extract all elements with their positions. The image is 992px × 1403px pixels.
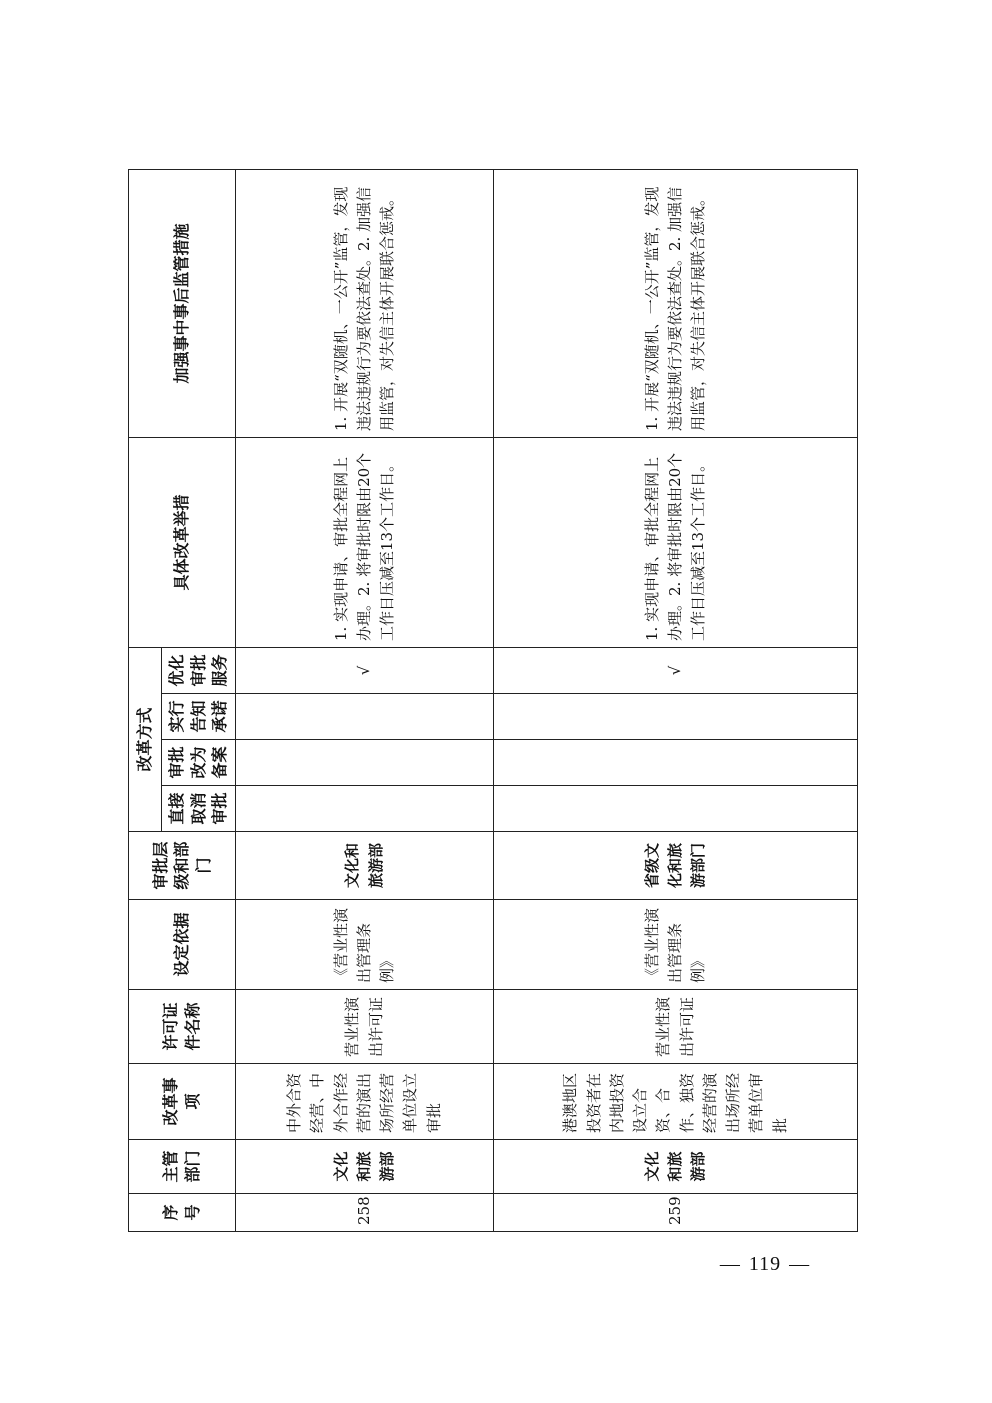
header-dept: 主管部门: [129, 1140, 236, 1194]
cell-method-commitment: [235, 694, 494, 740]
cell-basis: 《营业性演出管理条例》: [235, 900, 494, 990]
header-method-optimize: 优化审批服务: [162, 647, 236, 693]
rotated-table-container: [128, 170, 858, 1232]
header-method-commitment: 实行告知承诺: [162, 694, 236, 740]
cell-item: 港澳地区投资者在内地投资设立合资、合作、独资经营的演出场所经营单位审批: [494, 1064, 858, 1140]
page-number: 119: [748, 1253, 782, 1275]
cell-seq: 258: [235, 1194, 494, 1232]
cell-license: 营业性演出许可证: [494, 990, 858, 1064]
cell-method-cancel: [235, 786, 494, 832]
reform-table: [128, 169, 858, 1232]
header-method-cancel: 直接取消审批: [162, 786, 236, 832]
cell-method-optimize: √: [494, 647, 858, 693]
header-row: [129, 169, 162, 1231]
cell-method-cancel: [494, 786, 858, 832]
header-basis: 设定依据: [129, 900, 236, 990]
header-method-filing: 审批改为备案: [162, 740, 236, 786]
cell-supervision: 1. 开展“双随机、一公开”监管，发现违法违规行为要依法查处。2. 加强信用监管，对失信主体开展联合惩戒。: [235, 169, 494, 437]
header-level: 审批层级和部门: [129, 832, 236, 900]
cell-method-commitment: [494, 694, 858, 740]
cell-level: 文化和旅游部: [235, 832, 494, 900]
header-license: 许可证件名称: [129, 990, 236, 1064]
cell-method-filing: [235, 740, 494, 786]
cell-license: 营业性演出许可证: [235, 990, 494, 1064]
header-item: 改革事项: [129, 1064, 236, 1140]
cell-dept: 文化和旅游部: [494, 1140, 858, 1194]
table-row: [494, 169, 858, 1231]
cell-measures: 1. 实现申请、审批全程网上办理。2. 将审批时限由20个工作日压减至13个工作日。: [494, 437, 858, 647]
page-dash-right: —: [789, 1253, 811, 1275]
cell-level: 省级文化和旅游部门: [494, 832, 858, 900]
cell-basis: 《营业性演出管理条例》: [494, 900, 858, 990]
header-supervision: 加强事中事后监管措施: [129, 169, 236, 437]
table-row: [235, 169, 494, 1231]
header-measures: 具体改革举措: [129, 437, 236, 647]
cell-method-filing: [494, 740, 858, 786]
cell-item: 中外合资经营、中外合作经营的演出场所经营单位设立审批: [235, 1064, 494, 1140]
header-method: 改革方式: [129, 647, 162, 831]
cell-supervision: 1. 开展“双随机、一公开”监管，发现违法违规行为要依法查处。2. 加强信用监管，对失信主体开展联合惩戒。: [494, 169, 858, 437]
cell-seq: 259: [494, 1194, 858, 1232]
cell-method-optimize: √: [235, 647, 494, 693]
page-dash-left: —: [719, 1253, 741, 1275]
cell-measures: 1. 实现申请、审批全程网上办理。2. 将审批时限由20个工作日压减至13个工作日。: [235, 437, 494, 647]
cell-dept: 文化和旅游部: [235, 1140, 494, 1194]
header-seq: 序号: [129, 1194, 236, 1232]
page-number-footer: [700, 1253, 830, 1276]
